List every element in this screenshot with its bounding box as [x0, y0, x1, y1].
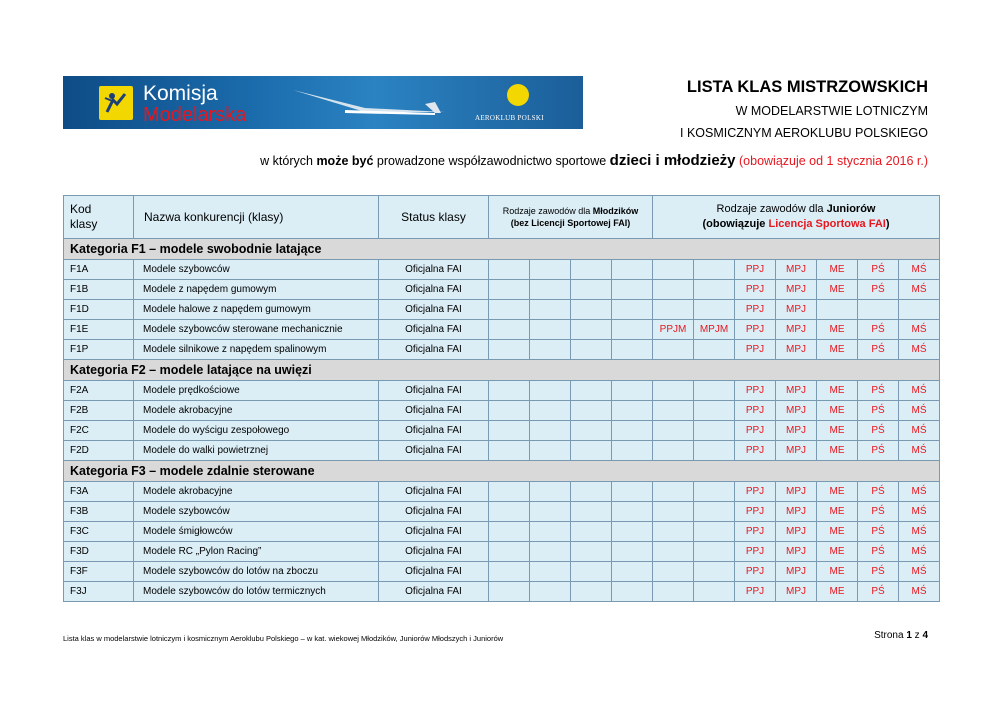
competition-cell: [571, 340, 612, 360]
class-name: Modele szybowców sterowane mechanicznie: [134, 320, 379, 340]
class-status: Oficjalna FAI: [379, 441, 489, 461]
competition-cell: MŚ: [899, 381, 940, 401]
page-total: 4: [922, 630, 928, 641]
competition-cell: [571, 562, 612, 582]
competition-cell: [612, 401, 653, 421]
competition-cell: [571, 482, 612, 502]
class-name: Modele szybowców do lotów termicznych: [134, 582, 379, 602]
competition-cell: [694, 522, 735, 542]
intro-part-4: dzieci i młodzieży: [609, 152, 736, 169]
page-subtitle-1: W MODELARSTWIE LOTNICZYM: [735, 104, 928, 118]
competition-cell: MPJ: [776, 582, 817, 602]
competition-cell: MŚ: [899, 502, 940, 522]
competition-cell: [653, 340, 694, 360]
class-status: Oficjalna FAI: [379, 542, 489, 562]
competition-cell: MŚ: [899, 340, 940, 360]
header-banner: [63, 76, 583, 129]
footer-text: Lista klas w modelarstwie lotniczym i kosmicznym Aeroklubu Polskiego – w kat. wiekowej Młodzików, Juniorów Młodszych i Juniorów: [63, 634, 504, 643]
competition-cell: PPJ: [735, 280, 776, 300]
competition-cell: [571, 502, 612, 522]
competition-cell: [694, 421, 735, 441]
competition-cell: PPJ: [735, 401, 776, 421]
class-code: F1D: [64, 300, 134, 320]
class-code: F3A: [64, 482, 134, 502]
intro-part-1: w których: [260, 154, 317, 168]
competition-cell: [489, 522, 530, 542]
class-name: Modele do walki powietrznej: [134, 441, 379, 461]
competition-cell: [653, 381, 694, 401]
competition-cell: ME: [817, 522, 858, 542]
header-name: Nazwa konkurencji (klasy): [134, 196, 379, 239]
class-code: F3B: [64, 502, 134, 522]
competition-cell: PŚ: [858, 542, 899, 562]
class-status: Oficjalna FAI: [379, 522, 489, 542]
competition-cell: [530, 340, 571, 360]
class-status: Oficjalna FAI: [379, 260, 489, 280]
class-code: F3C: [64, 522, 134, 542]
competition-cell: [653, 441, 694, 461]
competition-cell: MŚ: [899, 582, 940, 602]
competition-cell: PŚ: [858, 401, 899, 421]
competition-cell: PŚ: [858, 340, 899, 360]
competition-cell: [612, 280, 653, 300]
competition-cell: ME: [817, 562, 858, 582]
page-number: [790, 630, 928, 641]
page-label: Strona: [874, 630, 907, 641]
competition-cell: MPJ: [776, 340, 817, 360]
competition-cell: MPJ: [776, 562, 817, 582]
competition-cell: MŚ: [899, 401, 940, 421]
competition-cell: MPJ: [776, 421, 817, 441]
competition-cell: ME: [817, 582, 858, 602]
competition-cell: [653, 482, 694, 502]
competition-cell: [530, 401, 571, 421]
competition-cell: PŚ: [858, 482, 899, 502]
class-status: Oficjalna FAI: [379, 280, 489, 300]
competition-cell: [612, 300, 653, 320]
competition-cell: ME: [817, 280, 858, 300]
competition-cell: MPJ: [776, 441, 817, 461]
class-name: Modele halowe z napędem gumowym: [134, 300, 379, 320]
competition-cell: MPJ: [776, 300, 817, 320]
competition-cell: [530, 280, 571, 300]
class-status: Oficjalna FAI: [379, 340, 489, 360]
competition-cell: PPJ: [735, 522, 776, 542]
competition-cell: [612, 441, 653, 461]
table-row: [64, 280, 940, 300]
table-row: [64, 542, 940, 562]
competition-cell: MPJ: [776, 320, 817, 340]
class-status: Oficjalna FAI: [379, 300, 489, 320]
competition-cell: PŚ: [858, 522, 899, 542]
class-name: Modele do wyścigu zespołowego: [134, 421, 379, 441]
competition-cell: MPJ: [776, 401, 817, 421]
competition-cell: PPJ: [735, 482, 776, 502]
competition-cell: [694, 381, 735, 401]
competition-cell: PPJ: [735, 502, 776, 522]
competition-cell: [694, 300, 735, 320]
category-row: [64, 360, 940, 381]
competition-cell: [489, 381, 530, 401]
table-row: [64, 340, 940, 360]
class-status: Oficjalna FAI: [379, 582, 489, 602]
class-code: F2D: [64, 441, 134, 461]
competition-cell: [530, 260, 571, 280]
competition-cell: PPJ: [735, 582, 776, 602]
competition-cell: [489, 542, 530, 562]
header-mlodzicy: [489, 196, 653, 239]
class-status: Oficjalna FAI: [379, 421, 489, 441]
competition-cell: [694, 401, 735, 421]
page-title: LISTA KLAS MISTRZOWSKICH: [686, 78, 928, 96]
competition-cell: [530, 522, 571, 542]
competition-cell: MŚ: [899, 280, 940, 300]
header-code: [64, 196, 134, 239]
competition-cell: PPJ: [735, 562, 776, 582]
competition-cell: ME: [817, 421, 858, 441]
competition-cell: MPJ: [776, 280, 817, 300]
class-code: F2A: [64, 381, 134, 401]
category-title: Kategoria F1 – modele swobodnie latające: [64, 239, 940, 260]
brand-line-1: Komisja: [143, 82, 218, 105]
competition-cell: [571, 280, 612, 300]
competition-cell: MPJ: [776, 260, 817, 280]
competition-cell: MŚ: [899, 522, 940, 542]
category-title: Kategoria F3 – modele zdalnie sterowane: [64, 461, 940, 482]
competition-cell: PPJ: [735, 320, 776, 340]
competition-cell: PŚ: [858, 582, 899, 602]
competition-cell: ME: [817, 502, 858, 522]
competition-cell: MPJM: [694, 320, 735, 340]
competition-cell: MŚ: [899, 320, 940, 340]
competition-cell: [612, 522, 653, 542]
competition-cell: [571, 522, 612, 542]
competition-cell: [489, 502, 530, 522]
class-name: Modele szybowców: [134, 260, 379, 280]
competition-cell: PŚ: [858, 381, 899, 401]
competition-cell: PPJM: [653, 320, 694, 340]
class-code: F2B: [64, 401, 134, 421]
competition-cell: [530, 300, 571, 320]
competition-cell: MPJ: [776, 381, 817, 401]
category-row: [64, 461, 940, 482]
table-row: [64, 441, 940, 461]
competition-cell: [694, 482, 735, 502]
class-code: F1A: [64, 260, 134, 280]
competition-cell: [571, 582, 612, 602]
class-status: Oficjalna FAI: [379, 562, 489, 582]
competition-cell: [817, 300, 858, 320]
competition-cell: ME: [817, 260, 858, 280]
intro-part-5: (obowiązuje od 1 stycznia 2016 r.): [735, 154, 928, 168]
class-code: F3D: [64, 542, 134, 562]
competition-cell: [694, 280, 735, 300]
brand-line-2: Modelarska: [143, 104, 247, 126]
competition-cell: [694, 502, 735, 522]
competition-cell: [530, 320, 571, 340]
competition-cell: ME: [817, 441, 858, 461]
competition-cell: [653, 582, 694, 602]
competition-cell: PPJ: [735, 381, 776, 401]
page-current: 1: [906, 630, 912, 641]
header-code-line-2: klasy: [70, 217, 98, 231]
competition-cell: [694, 562, 735, 582]
class-name: Modele śmigłowców: [134, 522, 379, 542]
competition-cell: [571, 542, 612, 562]
competition-cell: [694, 441, 735, 461]
glider-plane-icon: [285, 86, 455, 122]
competition-cell: [489, 340, 530, 360]
competition-cell: [530, 421, 571, 441]
class-name: Modele silnikowe z napędem spalinowym: [134, 340, 379, 360]
class-code: F1B: [64, 280, 134, 300]
competition-cell: MŚ: [899, 542, 940, 562]
header-juniors-sub-open: (obowiązuje: [702, 218, 769, 230]
competition-cell: [694, 582, 735, 602]
competition-cell: [489, 300, 530, 320]
competition-cell: ME: [817, 381, 858, 401]
competition-cell: [694, 340, 735, 360]
header-mlodzicy-pre: Rodzaje zawodów dla: [502, 206, 593, 216]
competition-cell: [489, 280, 530, 300]
competition-cell: ME: [817, 401, 858, 421]
table-row: [64, 300, 940, 320]
competition-cell: MPJ: [776, 542, 817, 562]
competition-cell: [612, 542, 653, 562]
competition-cell: [612, 502, 653, 522]
competition-cell: ME: [817, 542, 858, 562]
competition-cell: PŚ: [858, 562, 899, 582]
competition-cell: PPJ: [735, 300, 776, 320]
class-status: Oficjalna FAI: [379, 482, 489, 502]
aeroklub-emblem-icon: [507, 84, 529, 106]
competition-cell: PPJ: [735, 260, 776, 280]
class-code: F3J: [64, 582, 134, 602]
competition-cell: [530, 542, 571, 562]
header-juniors: [653, 196, 940, 239]
competition-cell: PŚ: [858, 441, 899, 461]
classes-table: [63, 195, 940, 602]
competition-cell: PŚ: [858, 260, 899, 280]
competition-cell: [530, 562, 571, 582]
competition-cell: [571, 300, 612, 320]
class-name: Modele szybowców do lotów na zboczu: [134, 562, 379, 582]
competition-cell: [571, 381, 612, 401]
competition-cell: [489, 421, 530, 441]
table-row: [64, 421, 940, 441]
competition-cell: ME: [817, 340, 858, 360]
category-row: [64, 239, 940, 260]
competition-cell: [612, 582, 653, 602]
competition-cell: [694, 542, 735, 562]
class-name: Modele RC „Pylon Racing”: [134, 542, 379, 562]
competition-cell: [858, 300, 899, 320]
competition-cell: PŚ: [858, 502, 899, 522]
table-row: [64, 260, 940, 280]
competition-cell: [653, 300, 694, 320]
page-subtitle-2: I KOSMICZNYM AEROKLUBU POLSKIEGO: [680, 126, 928, 140]
competition-cell: [612, 421, 653, 441]
competition-cell: [530, 381, 571, 401]
competition-cell: [489, 320, 530, 340]
competition-cell: MPJ: [776, 502, 817, 522]
competition-cell: [653, 522, 694, 542]
page-of: z: [911, 630, 923, 641]
competition-cell: [530, 502, 571, 522]
header-code-line-1: Kod: [70, 202, 92, 216]
table-row: [64, 522, 940, 542]
competition-cell: [653, 280, 694, 300]
intro-line: [100, 152, 928, 169]
competition-cell: PPJ: [735, 421, 776, 441]
competition-cell: [530, 441, 571, 461]
competition-cell: PPJ: [735, 340, 776, 360]
competition-cell: [489, 401, 530, 421]
competition-cell: [612, 340, 653, 360]
competition-cell: PPJ: [735, 542, 776, 562]
competition-cell: [694, 260, 735, 280]
competition-cell: [489, 482, 530, 502]
competition-cell: [489, 582, 530, 602]
competition-cell: MŚ: [899, 441, 940, 461]
intro-part-2: może być: [316, 154, 374, 168]
competition-cell: [612, 381, 653, 401]
competition-cell: [571, 421, 612, 441]
class-code: F1P: [64, 340, 134, 360]
competition-cell: ME: [817, 482, 858, 502]
competition-cell: [489, 562, 530, 582]
competition-cell: [653, 421, 694, 441]
competition-cell: [571, 441, 612, 461]
header-juniors-bold: Juniorów: [826, 203, 876, 215]
class-code: F3F: [64, 562, 134, 582]
competition-cell: [653, 502, 694, 522]
competition-cell: [653, 401, 694, 421]
competition-cell: MŚ: [899, 260, 940, 280]
competition-cell: MŚ: [899, 421, 940, 441]
header-mlodzicy-sub: (bez Licencji Sportowej FAI): [510, 218, 631, 228]
competition-cell: [530, 582, 571, 602]
class-code: F2C: [64, 421, 134, 441]
aeroklub-label: AEROKLUB POLSKI: [475, 114, 544, 122]
competition-cell: ME: [817, 320, 858, 340]
header-mlodzicy-bold: Młodzików: [592, 206, 639, 216]
competition-cell: [653, 562, 694, 582]
competition-cell: [489, 260, 530, 280]
category-title: Kategoria F2 – modele latające na uwięzi: [64, 360, 940, 381]
class-name: Modele prędkościowe: [134, 381, 379, 401]
class-name: Modele akrobacyjne: [134, 401, 379, 421]
competition-cell: [612, 260, 653, 280]
competition-cell: MPJ: [776, 482, 817, 502]
table-header-row: [64, 196, 940, 239]
competition-cell: PŚ: [858, 280, 899, 300]
header-status: Status klasy: [379, 196, 489, 239]
competition-cell: [653, 542, 694, 562]
competition-cell: [612, 320, 653, 340]
class-name: Modele z napędem gumowym: [134, 280, 379, 300]
competition-cell: PŚ: [858, 320, 899, 340]
class-status: Oficjalna FAI: [379, 381, 489, 401]
competition-cell: PPJ: [735, 441, 776, 461]
header-juniors-sub-red: Licencja Sportowa FAI: [768, 218, 886, 230]
competition-cell: [571, 260, 612, 280]
table-row: [64, 401, 940, 421]
table-row: [64, 381, 940, 401]
intro-part-3: prowadzone współzawodnictwo sportowe: [373, 154, 610, 168]
class-code: F1E: [64, 320, 134, 340]
competition-cell: PŚ: [858, 421, 899, 441]
competition-cell: [571, 320, 612, 340]
class-status: Oficjalna FAI: [379, 502, 489, 522]
class-name: Modele akrobacyjne: [134, 482, 379, 502]
table-row: [64, 482, 940, 502]
komisja-logo-icon: [99, 86, 133, 120]
table-row: [64, 562, 940, 582]
header-juniors-sub-close: ): [885, 218, 890, 230]
competition-cell: [489, 441, 530, 461]
class-name: Modele szybowców: [134, 502, 379, 522]
competition-cell: [612, 482, 653, 502]
competition-cell: [899, 300, 940, 320]
competition-cell: MPJ: [776, 522, 817, 542]
class-status: Oficjalna FAI: [379, 320, 489, 340]
competition-cell: [653, 260, 694, 280]
competition-cell: [530, 482, 571, 502]
header-juniors-pre: Rodzaje zawodów dla: [716, 203, 827, 215]
table-row: [64, 320, 940, 340]
class-status: Oficjalna FAI: [379, 401, 489, 421]
table-body: [64, 239, 940, 602]
competition-cell: MŚ: [899, 562, 940, 582]
table-row: [64, 582, 940, 602]
competition-cell: [612, 562, 653, 582]
competition-cell: MŚ: [899, 482, 940, 502]
competition-cell: [571, 401, 612, 421]
table-row: [64, 502, 940, 522]
